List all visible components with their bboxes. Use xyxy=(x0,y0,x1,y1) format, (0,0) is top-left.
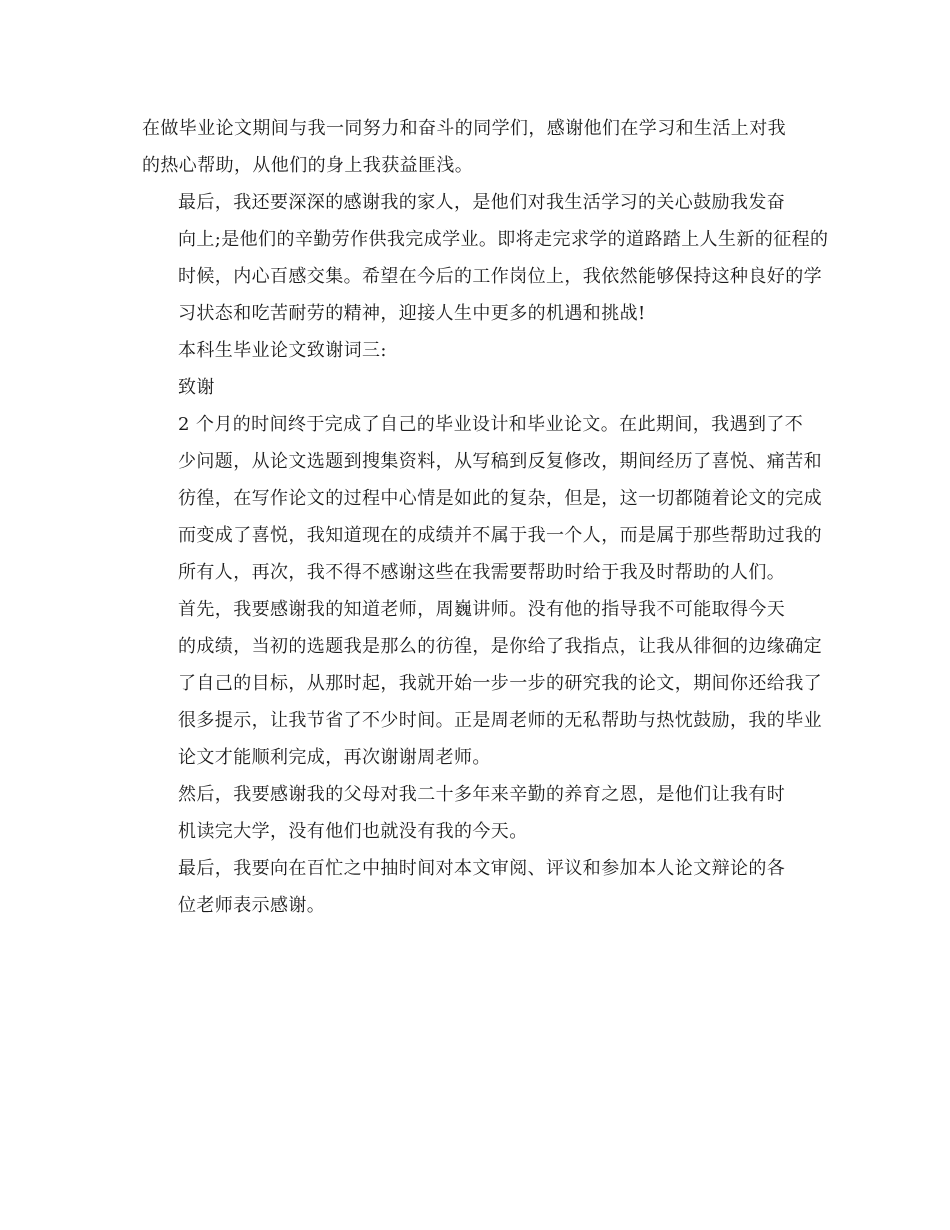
text-line: 很多提示，让我节省了不少时间。正是周老师的无私帮助与热忱鼓励，我的毕业 xyxy=(178,710,822,731)
paragraph-classmates-thanks xyxy=(142,110,812,184)
text-line: 2 个月的时间终于完成了自己的毕业设计和毕业论文。在此期间，我遇到了不 xyxy=(178,414,804,435)
text-line: 然后，我要感谢我的父母对我二十多年来辛勤的养育之恩，是他们让我有时 xyxy=(178,784,786,805)
document-body xyxy=(142,110,829,924)
text-line: 彷徨，在写作论文的过程中心情是如此的复杂，但是，这一切都随着论文的完成 xyxy=(178,488,822,509)
text-line: 位老师表示感谢。 xyxy=(178,895,326,916)
text-line: 机读完大学，没有他们也就没有我的今天。 xyxy=(178,821,528,842)
paragraph-committee-thanks xyxy=(142,850,812,924)
text-line: 所有人，再次，我不得不感谢这些在我需要帮助时给于我及时帮助的人们。 xyxy=(178,562,786,583)
text-line: 本科生毕业论文致谢词三: xyxy=(178,340,387,361)
paragraph-parents-thanks xyxy=(142,776,812,850)
text-line: 的热心帮助，从他们的身上我获益匪浅。 xyxy=(142,155,474,176)
text-line: 最后，我要向在百忙之中抽时间对本文审阅、评议和参加本人论文辩论的各 xyxy=(178,858,786,879)
paragraph-advisor-thanks xyxy=(142,591,822,776)
text-line: 最后，我还要深深的感谢我的家人，是他们对我生活学习的关心鼓励我发奋 xyxy=(178,192,786,213)
text-line: 致谢 xyxy=(178,377,215,398)
text-line: 在做毕业论文期间与我一同努力和奋斗的同学们，感谢他们在学习和生活上对我 xyxy=(142,118,786,139)
text-line: 时候，内心百感交集。希望在今后的工作岗位上，我依然能够保持这种良好的学 xyxy=(178,266,822,287)
paragraph-family-thanks xyxy=(142,184,829,332)
text-line: 少问题，从论文选题到搜集资料，从写稿到反复修改，期间经历了喜悦、痛苦和 xyxy=(178,451,822,472)
paragraph-intro xyxy=(142,406,822,591)
text-line: 向上;是他们的辛勤劳作供我完成学业。即将走完求学的道路踏上人生新的征程的 xyxy=(178,229,829,250)
text-line: 的成绩，当初的选题我是那么的彷徨，是你给了我指点，让我从徘徊的边缘确定 xyxy=(178,636,822,657)
text-line: 了自己的目标，从那时起，我就开始一步一步的研究我的论文，期间你还给我了 xyxy=(178,673,822,694)
text-line: 首先，我要感谢我的知道老师，周巍讲师。没有他的指导我不可能取得今天 xyxy=(178,599,786,620)
acknowledgement-title xyxy=(142,369,812,406)
text-line: 论文才能顺利完成，再次谢谢周老师。 xyxy=(178,747,491,768)
section-heading xyxy=(142,332,812,369)
text-line: 而变成了喜悦，我知道现在的成绩并不属于我一个人，而是属于那些帮助过我的 xyxy=(178,525,822,546)
text-line: 习状态和吃苦耐劳的精神，迎接人生中更多的机遇和挑战! xyxy=(178,303,646,324)
